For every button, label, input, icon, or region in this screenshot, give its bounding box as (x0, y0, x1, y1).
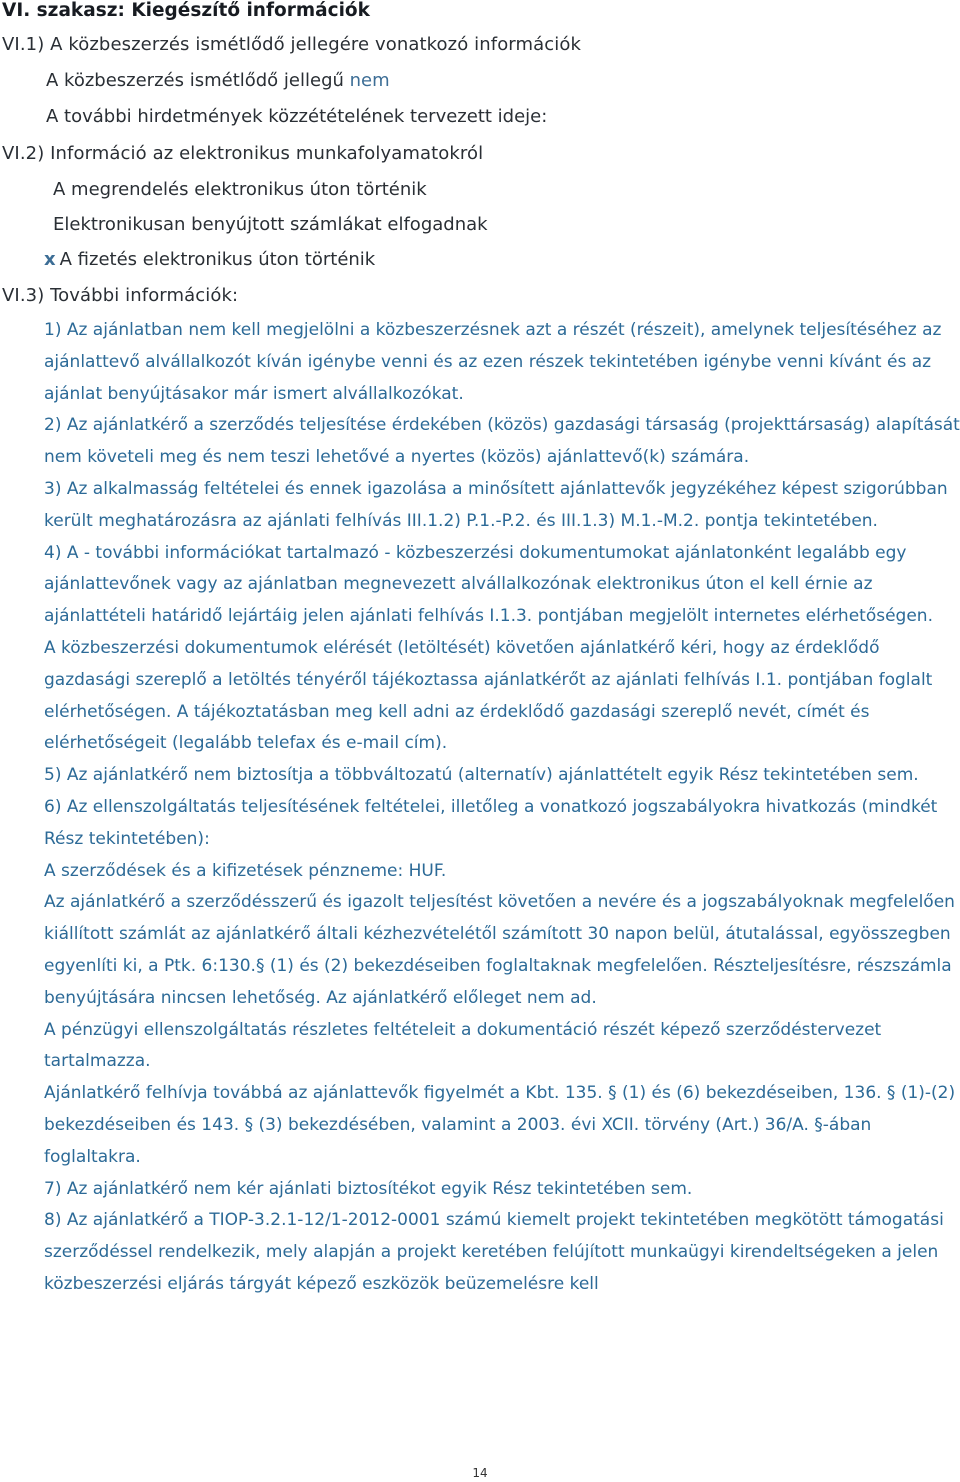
section-title: VI. szakasz: Kiegészítő információk (2, 0, 370, 21)
recurring-label: A közbeszerzés ismétlődő jellegű (46, 70, 344, 91)
eorder-label: A megrendelés elektronikus úton történik (53, 179, 427, 200)
einvoice-item (49, 214, 488, 235)
vi3-heading: VI.3) További információk: (2, 285, 239, 306)
paragraph-4-continued: A közbeszerzési dokumentumok elérését (letöltését) követően ajánlatkérő kéri, hogy az érdeklődő gazdasági szereplő a letöltés tényéről tájékoztassa ajánlatkérőt az ajánlati felhívás I.1. pontjában foglalt elérhetőségen. A tájékoztatásban meg kell adni az érdeklődő gazdasági szereplő nevét, címét és elérhetőségeit (legalább telefax és e-mail cím). (44, 637, 933, 754)
paragraph-1: 1) Az ajánlatban nem kell megjelölni a közbeszerzésnek azt a részét (részeit), amelynek teljesítéséhez az ajánlattevő alvállalkozót kíván igénybe venni és az ezen részek tekintetében igénybe venni kívánt és az ajánlat benyújtásakor már ismert alvállalkozókat. (44, 320, 942, 404)
recurring-row (46, 70, 390, 91)
currency-paragraph: A szerződések és a kifizetések pénzneme: HUF. (44, 860, 447, 881)
epayment-label: A fizetés elektronikus úton történik (59, 249, 376, 270)
vi1-heading: VI.1) A közbeszerzés ismétlődő jellegére vonatkozó információk (2, 34, 581, 55)
paragraph-2: 2) Az ajánlatkérő a szerződés teljesítése érdekében (közös) gazdasági társaság (projekttársaság) alapítását nem követeli meg és nem teszi lehetővé a nyertes (közös) ajánlattevő(k) számára. (44, 415, 960, 468)
paragraph-5: 5) Az ajánlatkérő nem biztosítja a többváltozatú (alternatív) ajánlattételt egyik Rész tekintetében sem. (44, 765, 919, 786)
paragraph-7: 7) Az ajánlatkérő nem kér ajánlati biztosítékot egyik Rész tekintetében sem. (44, 1178, 693, 1199)
legal-reference-paragraph: Ajánlatkérő felhívja továbbá az ajánlattevők figyelmét a Kbt. 135. § (1) és (6) bekezdéseiben, 136. § (1)-(2) bekezdéseiben és 143. § (3) bekezdésében, valamint a 2003. évi XCII. törvény (Art.) 36/A. §-ában foglaltakra. (44, 1083, 956, 1167)
financial-terms-paragraph: A pénzügyi ellenszolgáltatás részletes feltételeit a dokumentáció részét képező szerződéstervezet tartalmazza. (44, 1019, 882, 1072)
page-number: 14 (472, 1466, 488, 1480)
payment-terms-paragraph: Az ajánlatkérő a szerződésszerű és igazolt teljesítést követően a nevére és a jogszabályoknak megfelelően kiállított számlát az ajánlatkérő általi kézhezvételétől számított 30 napon belül, átutalással, egyösszegben egyenlíti ki, a Ptk. 6:130.§ (1) és (2) bekezdéseiben foglaltaknak megfelelően. Részteljesítésre, részszámla benyújtására nincsen lehetőség. Az ajánlatkérő előleget nem ad. (44, 892, 955, 1008)
epayment-mark: x (44, 249, 56, 270)
paragraph-4: 4) A - további információkat tartalmazó - közbeszerzési dokumentumokat ajánlatonként legalább egy ajánlattevőnek vagy az ajánlatban megnevezett alvállalkozónak elektronikus úton el kell érnie az ajánlattételi határidő lejártáig jelen ajánlati felhívás I.1.3. pontjában megjelölt internetes elérhetőségen. (44, 542, 933, 627)
vi2-heading: VI.2) Információ az elektronikus munkafolyamatokról (2, 143, 484, 164)
epayment-item (44, 249, 375, 270)
recurring-value: nem (349, 70, 390, 91)
paragraph-8: 8) Az ajánlatkérő a TIOP-3.2.1-12/1-2012-0001 számú kiemelt projekt tekintetében megkötött támogatási szerződéssel rendelkezik, mely alapján a projekt keretében felújított munkaügyi kirendeltségeken a jelen közbeszerzési eljárás tárgyát képező eszközök beüzemelésre kell (44, 1210, 944, 1294)
paragraph-6: 6) Az ellenszolgáltatás teljesítésének feltételei, illetőleg a vonatkozó jogszabályokra hivatkozás (mindkét Rész tekintetében): (44, 796, 938, 849)
paragraph-3: 3) Az alkalmasság feltételei és ennek igazolása a minősített ajánlattevők jegyzékéhez képest szigorúbban került meghatározásra az ajánlati felhívás III.1.2) P.1.-P.2. és III.1.3) M.1.-M.2. pontja tekintetében. (44, 478, 948, 531)
next-notice-label: A további hirdetmények közzétételének tervezett ideje: (46, 106, 548, 127)
eorder-item (49, 179, 427, 200)
additional-info-body (44, 315, 960, 1301)
einvoice-label: Elektronikusan benyújtott számlákat elfogadnak (53, 214, 488, 235)
